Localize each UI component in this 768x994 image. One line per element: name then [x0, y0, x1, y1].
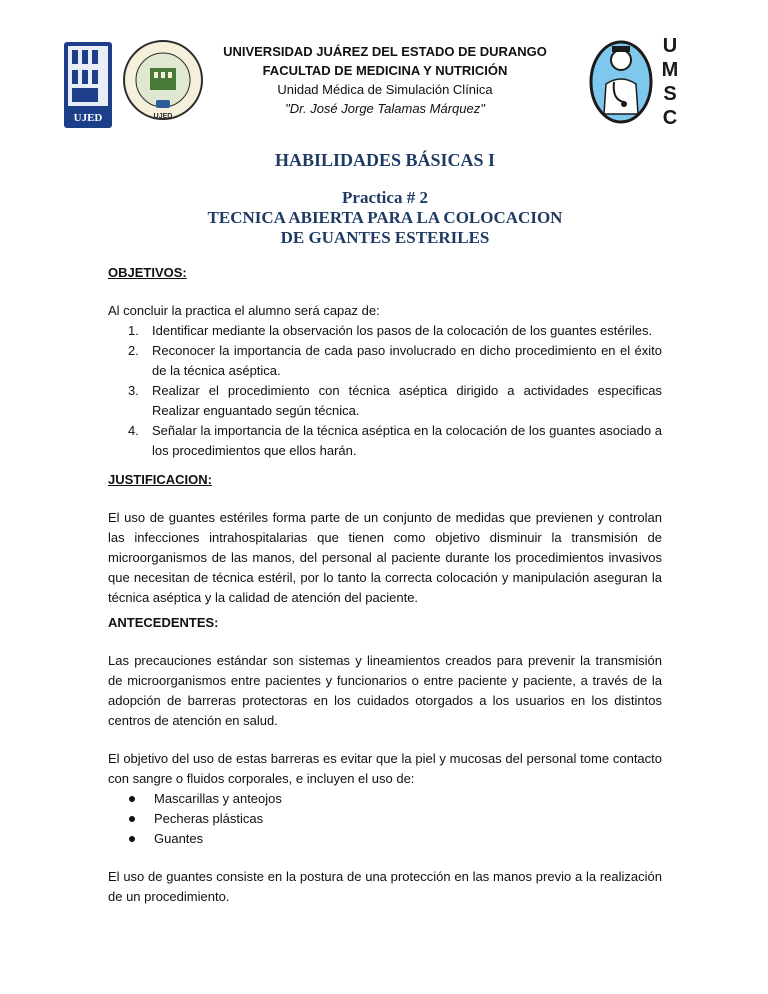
justification-text: El uso de guantes estériles forma parte de un conjunto de medidas que previenen y controlan las infecciones intrahospitalarias que tienen como objetivo disminuir la transmisión de microorganismos de las manos, del personal al paciente durante los procedimientos invasivos que necesitan de técnica estéril, por lo tanto la correcta colocación y manipulación aseguran la técnica aséptica y la calidad de atención del paciente.: [108, 510, 662, 605]
barrier-list-item: Guantes: [108, 829, 662, 849]
justification-section: [108, 470, 662, 608]
objectives-list: [108, 321, 662, 461]
practice-number: Practica # 2: [342, 188, 428, 207]
umsc-letter-m: M: [661, 59, 679, 81]
objective-item: 4. Señalar la importancia de la técnica aséptica en la colocación de los guantes asociado a los procedimientos que ellos harán.: [128, 423, 662, 458]
practice-title: [150, 188, 620, 248]
background-paragraph-2: El objetivo del uso de estas barreras es evitar que la piel y mucosas del personal tome contacto con sangre o fluidos corporales, e incluyen el uso de:: [108, 751, 662, 786]
background-section: [108, 613, 662, 907]
objectives-section: [108, 263, 662, 461]
objective-item: 2. Reconocer la importancia de cada paso involucrado en dicho procedimiento en el éxito de la técnica aséptica.: [128, 343, 662, 378]
svg-text:UJED: UJED: [153, 113, 173, 120]
umsc-letter-s: S: [663, 83, 677, 105]
objectives-intro: Al concluir la practica el alumno será capaz de:: [108, 303, 380, 318]
faculty-name: FACULTAD DE MEDICINA Y NUTRICIÓN: [262, 63, 508, 78]
practice-topic-line2: DE GUANTES ESTERILES: [280, 228, 490, 247]
ujed-logo: [62, 40, 114, 130]
unit-named-after: "Dr. José Jorge Talamas Márquez": [285, 101, 485, 116]
faculty-seal-logo: [122, 38, 204, 122]
objectives-heading: OBJETIVOS:: [108, 265, 187, 280]
justification-heading: JUSTIFICACION:: [108, 472, 212, 487]
barrier-list-item: Mascarillas y anteojos: [108, 789, 662, 809]
university-name: UNIVERSIDAD JUÁREZ DEL ESTADO DE DURANGO: [223, 44, 547, 59]
objective-item: 1. Identificar mediante la observación los pasos de la colocación de los guantes estériles.: [128, 323, 653, 338]
bullet-icon: [129, 836, 135, 842]
bullet-icon: [129, 796, 135, 802]
institution-header: [200, 42, 570, 118]
umsc-letter-c: C: [662, 107, 678, 126]
background-paragraph-3: El uso de guantes consiste en la postura de una protección en las manos previo a la realización de un procedimiento.: [108, 869, 662, 904]
background-paragraph-1: Las precauciones estándar son sistemas y lineamientos creados para prevenir la transmisión de microorganismos entre pacientes y funcionarios o entre paciente y paciente, a través de la adopción de barreras protectoras en los cuidados otorgados a los usuarios en los distintos centros de atención en salud.: [108, 653, 662, 728]
umsc-logo: [588, 34, 688, 126]
objective-item: 3. Realizar el procedimiento con técnica aséptica dirigido a actividades especificas Realizar enguantado según técnica.: [128, 383, 662, 418]
umsc-letter-u: U: [662, 35, 678, 57]
bullet-icon: [129, 816, 135, 822]
background-heading: ANTECEDENTES:: [108, 615, 219, 630]
ujed-logo-text: UJED: [73, 112, 103, 124]
barrier-list-item: Pecheras plásticas: [108, 809, 662, 829]
course-title: HABILIDADES BÁSICAS I: [274, 150, 496, 170]
unit-name: Unidad Médica de Simulación Clínica: [277, 82, 493, 97]
barrier-list: [108, 789, 662, 849]
practice-topic-line1: TECNICA ABIERTA PARA LA COLOCACION: [207, 208, 563, 227]
